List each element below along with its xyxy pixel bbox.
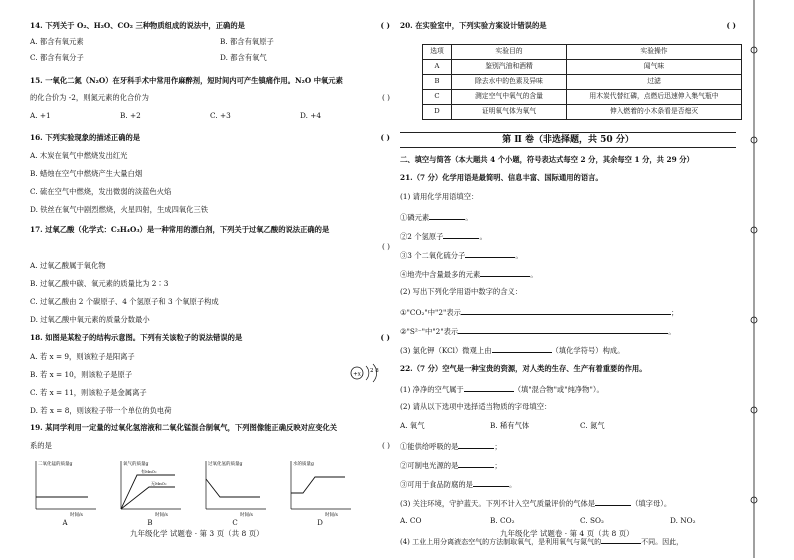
- q22-options: [400, 422, 670, 430]
- q22-sub4-text-b: 不同。因此，: [641, 538, 684, 546]
- q16-option-a: A. 木炭在氧气中燃烧发出红光: [30, 151, 128, 160]
- q19-stem-2: [30, 442, 390, 450]
- graph-c-ylabel: 过氧化氢的质量g: [208, 462, 243, 467]
- q20-cell: A: [423, 60, 452, 75]
- answer-blank[interactable]: [429, 212, 465, 220]
- table-row: [423, 105, 742, 120]
- graph-a-xlabel: 时间/s: [70, 513, 83, 517]
- q19-text-2: 系的是: [30, 441, 52, 450]
- q15-stem-2: [30, 94, 390, 102]
- q20-table: [422, 44, 742, 120]
- q18-option-b: B. 若 x = 10，则该粒子是原子: [30, 370, 133, 379]
- q15-option-b: B. +2: [120, 111, 141, 120]
- q17-option-d: D. 过氧乙酸中氧元素的质量分数最小: [30, 315, 150, 324]
- q20-cell: 伸入燃着的小木条看是否熄灭: [567, 105, 742, 120]
- q14-option-a: A. 都含有氧元素: [30, 37, 84, 46]
- q16-text: 16. 下列实验现象的描述正确的是: [30, 133, 141, 142]
- q18-stem: [30, 334, 390, 342]
- answer-blank[interactable]: [492, 345, 552, 353]
- q17-answer-paren: ( ): [381, 242, 390, 251]
- q21-item2-text: ②2 个氢原子: [400, 232, 444, 241]
- q21-item3-text: ③3 个二氧化硫分子: [400, 251, 466, 260]
- answer-blank[interactable]: [443, 231, 479, 239]
- q20-cell: D: [423, 105, 452, 120]
- q21-item4-text: ④地壳中含量最多的元素: [400, 270, 481, 279]
- graph-b-ylabel: 氧气的质量g: [123, 462, 149, 467]
- q15-text-2: 的化合价为 -2，则氮元素的化合价为: [30, 93, 149, 102]
- q22-sub3-text-b: （填字母）。: [631, 499, 672, 508]
- q17-stem: 17. 过氧乙酸（化学式：C₂H₄O₃）是一种常用的漂白剂，下列关于过氧乙酸的说法正确的是: [30, 225, 330, 234]
- q18-option-d: D. 若 x = 8，则该粒子带一个单位的负电荷: [30, 406, 172, 415]
- q16-option-b: B. 蜡烛在空气中燃烧产生大量白烟: [30, 169, 143, 178]
- q20-cell: 证明氧气体为氧气: [452, 105, 567, 120]
- q21-item2: ②2 个氢原子 。: [400, 232, 487, 241]
- table-row: [423, 60, 742, 75]
- q18-option-c: C. 若 x = 11，则该粒子是金属离子: [30, 388, 147, 397]
- q21-sub3: [400, 345, 624, 355]
- q22-k2: ②可制电光源的是 ；: [400, 461, 502, 470]
- part2-title: 二、填空与简答（本大题共 4 个小题，符号表达式每空 2 分，其余每空 1 分，共 29 分）: [400, 155, 694, 164]
- q21-stem: 21.（7 分）化学用语是最简明、信息丰富、国际通用的语言。: [400, 173, 603, 182]
- q18-answer-paren: ( ): [380, 333, 390, 342]
- table-row: [423, 75, 742, 90]
- q22-option2-a: A. CO: [400, 516, 422, 525]
- q19-answer-paren: ( ): [381, 441, 390, 450]
- answer-blank[interactable]: [464, 384, 514, 392]
- q20-cell: 鉴别汽油和酒精: [452, 60, 567, 75]
- q22-options-2: [400, 517, 760, 525]
- q16-option-d: D. 铁丝在氧气中剧烈燃烧，火星四射，生成四氧化三铁: [30, 205, 209, 214]
- graph-b-xlabel: 时间/s: [155, 513, 168, 517]
- answer-blank[interactable]: [458, 326, 668, 334]
- q20-header-option: 选项: [423, 45, 452, 60]
- page-4-footer: 九年级化学 试题卷 · 第 4 页（共 8 页）: [500, 529, 634, 538]
- q16-option-c: C. 硫在空气中燃烧，发出微弱的淡蓝色火焰: [30, 187, 172, 196]
- q20-answer-paren: ( ): [726, 21, 736, 30]
- q20-header-operation: 实验操作: [567, 45, 742, 60]
- q18-option-a: A. 若 x = 9，则该粒子是阳离子: [30, 352, 135, 361]
- q17-option-a: A. 过氧乙酸属于氧化物: [30, 261, 106, 270]
- graph-a-letter: A: [62, 519, 68, 527]
- q21-j1-text: ①"CO₂"中"2"表示: [400, 308, 461, 317]
- q21-sub1: (1) 请用化学用语填空：: [400, 192, 479, 201]
- q22-sub1-text-b: （填"混合物"或"纯净物"）。: [513, 385, 604, 394]
- q22-k2-text: ②可制电光源的是: [400, 461, 459, 470]
- page-3-footer: 九年级化学 试题卷 · 第 3 页（共 8 页）: [130, 529, 264, 538]
- graph-a-ylabel: 二氧化锰的质量g: [38, 462, 73, 467]
- graph-c-xlabel: 时间/s: [240, 513, 253, 517]
- q20-cell: 除去水中的色素及异味: [452, 75, 567, 90]
- graph-b: [115, 457, 185, 527]
- q22-option-c: C. 氮气: [580, 421, 605, 430]
- q22-k1: ①能供给呼吸的是 ；: [400, 442, 502, 451]
- q20-text: 20. 在实验室中，下列实验方案设计错误的是: [400, 21, 547, 30]
- answer-blank[interactable]: [595, 498, 631, 506]
- q22-sub4-text-a: (4) 工业上用分离液态空气的方法制取氧气，是利用氧气与氮气的: [400, 538, 602, 546]
- q22-k1-text: ①能供给呼吸的是: [400, 442, 459, 451]
- q21-sub3-text-b: （填化学符号）构成。: [551, 346, 625, 355]
- q22-sub1-text-a: (1) 净净的空气属于: [400, 385, 464, 394]
- q20-cell: B: [423, 75, 452, 90]
- graph-d-xlabel: 时间/s: [325, 513, 338, 517]
- q21-item1-text: ①磷元素: [400, 213, 430, 222]
- q20-cell: 测定空气中氧气的含量: [452, 90, 567, 105]
- q20-cell: 用木炭代替红磷，点燃后迅速伸入集气瓶中: [567, 90, 742, 105]
- q15-option-d: D. +4: [300, 111, 321, 120]
- answer-blank[interactable]: [458, 460, 494, 468]
- q17-option-b: B. 过氧乙酸中碳、氧元素的质量比为 2∶3: [30, 279, 169, 288]
- q15-option-a: A. +1: [30, 111, 51, 120]
- q15-option-c: C. +3: [210, 111, 231, 120]
- graph-b-note2: 无MnO₂: [151, 481, 167, 486]
- q22-sub1: [400, 384, 604, 394]
- q22-option2-d: D. NO₂: [670, 516, 696, 525]
- q20-cell: 闻气味: [567, 60, 742, 75]
- q21-sub2: (2) 写出下列化学用语中数字的含义：: [400, 287, 523, 296]
- q20-stem: [400, 22, 736, 30]
- q22-option2-c: C. SO₂: [580, 516, 604, 525]
- q22-option-a: A. 氧气: [400, 421, 425, 430]
- atom-nucleus-label: +x: [353, 371, 361, 378]
- q22-k3: ③可用于食品防腐的是 。: [400, 480, 517, 489]
- q22-sub3-text-a: (3) 关注环境，守护蓝天。下列不计入空气质量评价的气体是: [400, 499, 596, 508]
- q22-option-b: B. 稀有气体: [490, 421, 530, 430]
- q15-answer-paren: ( ): [381, 93, 390, 102]
- q21-sub3-text-a: (3) 氯化钾（KCl）微观上由: [400, 346, 492, 355]
- q22-sub3: [400, 498, 671, 508]
- q21-j1: ①"CO₂"中"2"表示 ；: [400, 308, 679, 317]
- graph-b-note1: 有MnO₂: [141, 469, 157, 474]
- q20-table-header: [423, 45, 742, 60]
- graph-d: [285, 457, 355, 527]
- answer-blank[interactable]: [461, 307, 671, 315]
- graph-a: [30, 457, 100, 527]
- answer-blank[interactable]: [480, 269, 530, 277]
- q21-j2-text: ②"S²⁻"中"2"表示: [400, 327, 459, 336]
- q16-stem: [30, 134, 390, 142]
- answer-blank[interactable]: [458, 441, 494, 449]
- q22-option2-b: B. CO₂: [490, 516, 515, 525]
- table-row: [423, 90, 742, 105]
- q17-option-c: C. 过氧乙酸由 2 个碳原子、4 个氢原子和 3 个氧原子构成: [30, 297, 219, 306]
- q14-option-b: B. 都含有氧原子: [220, 37, 274, 46]
- graph-c-letter: C: [232, 519, 238, 527]
- q14-text: 14. 下列关于 O₂、H₂O、CO₂ 三种物质组成的说法中，正确的是: [30, 21, 245, 30]
- q21-item4: ④地壳中含量最多的元素 。: [400, 270, 538, 279]
- q15-stem: 15. 一氧化二氮（N₂O）在牙科手术中常用作麻醉剂，短时间内可产生镇痛作用。N₂O 中氧元素: [30, 76, 343, 85]
- q22-sub2: (2) 请从以下选项中选择适当物质的字母填空：: [400, 402, 552, 411]
- q21-j2: ②"S²⁻"中"2"表示 。: [400, 327, 676, 336]
- graph-c: [200, 457, 270, 527]
- answer-blank[interactable]: [465, 250, 515, 258]
- q20-header-purpose: 实验目的: [452, 45, 567, 60]
- q14-option-d: D. 都含有氧气: [220, 53, 267, 62]
- q19-stem: 19. 某同学利用一定量的过氧化氢溶液和二氧化锰混合制氧气，下列图像能正确反映对应变化关: [30, 423, 338, 432]
- atom-structure-diagram: [348, 358, 388, 388]
- section-2-heading: 第 Ⅱ 卷（非选择题，共 50 分）: [400, 132, 736, 148]
- binding-strip: [746, 0, 786, 558]
- q14-option-c: C. 都含有氧分子: [30, 53, 84, 62]
- atom-shell-numbers: 2 8: [370, 368, 379, 374]
- q18-text: 18. 如图是某粒子的结构示意图。下列有关该粒子的说法错误的是: [30, 333, 243, 342]
- q14-stem: [30, 22, 390, 30]
- q20-cell: C: [423, 90, 452, 105]
- graph-b-letter: B: [147, 519, 153, 527]
- q15-options: [30, 112, 390, 120]
- q20-cell: 过滤: [567, 75, 742, 90]
- q14-answer-paren: ( ): [380, 21, 390, 30]
- q16-answer-paren: ( ): [380, 133, 390, 142]
- q21-item3: ③3 个二氧化硫分子 。: [400, 251, 523, 260]
- q22-k3-text: ③可用于食品防腐的是: [400, 480, 473, 489]
- graph-d-letter: D: [317, 519, 323, 527]
- answer-blank[interactable]: [473, 479, 509, 487]
- q22-stem: 22.（7 分）空气是一种宝贵的资源，对人类的生存、生产有着重要的作用。: [400, 364, 647, 373]
- graph-d-ylabel: 水的质量g: [293, 462, 314, 467]
- q21-item1: ①磷元素 。: [400, 213, 473, 222]
